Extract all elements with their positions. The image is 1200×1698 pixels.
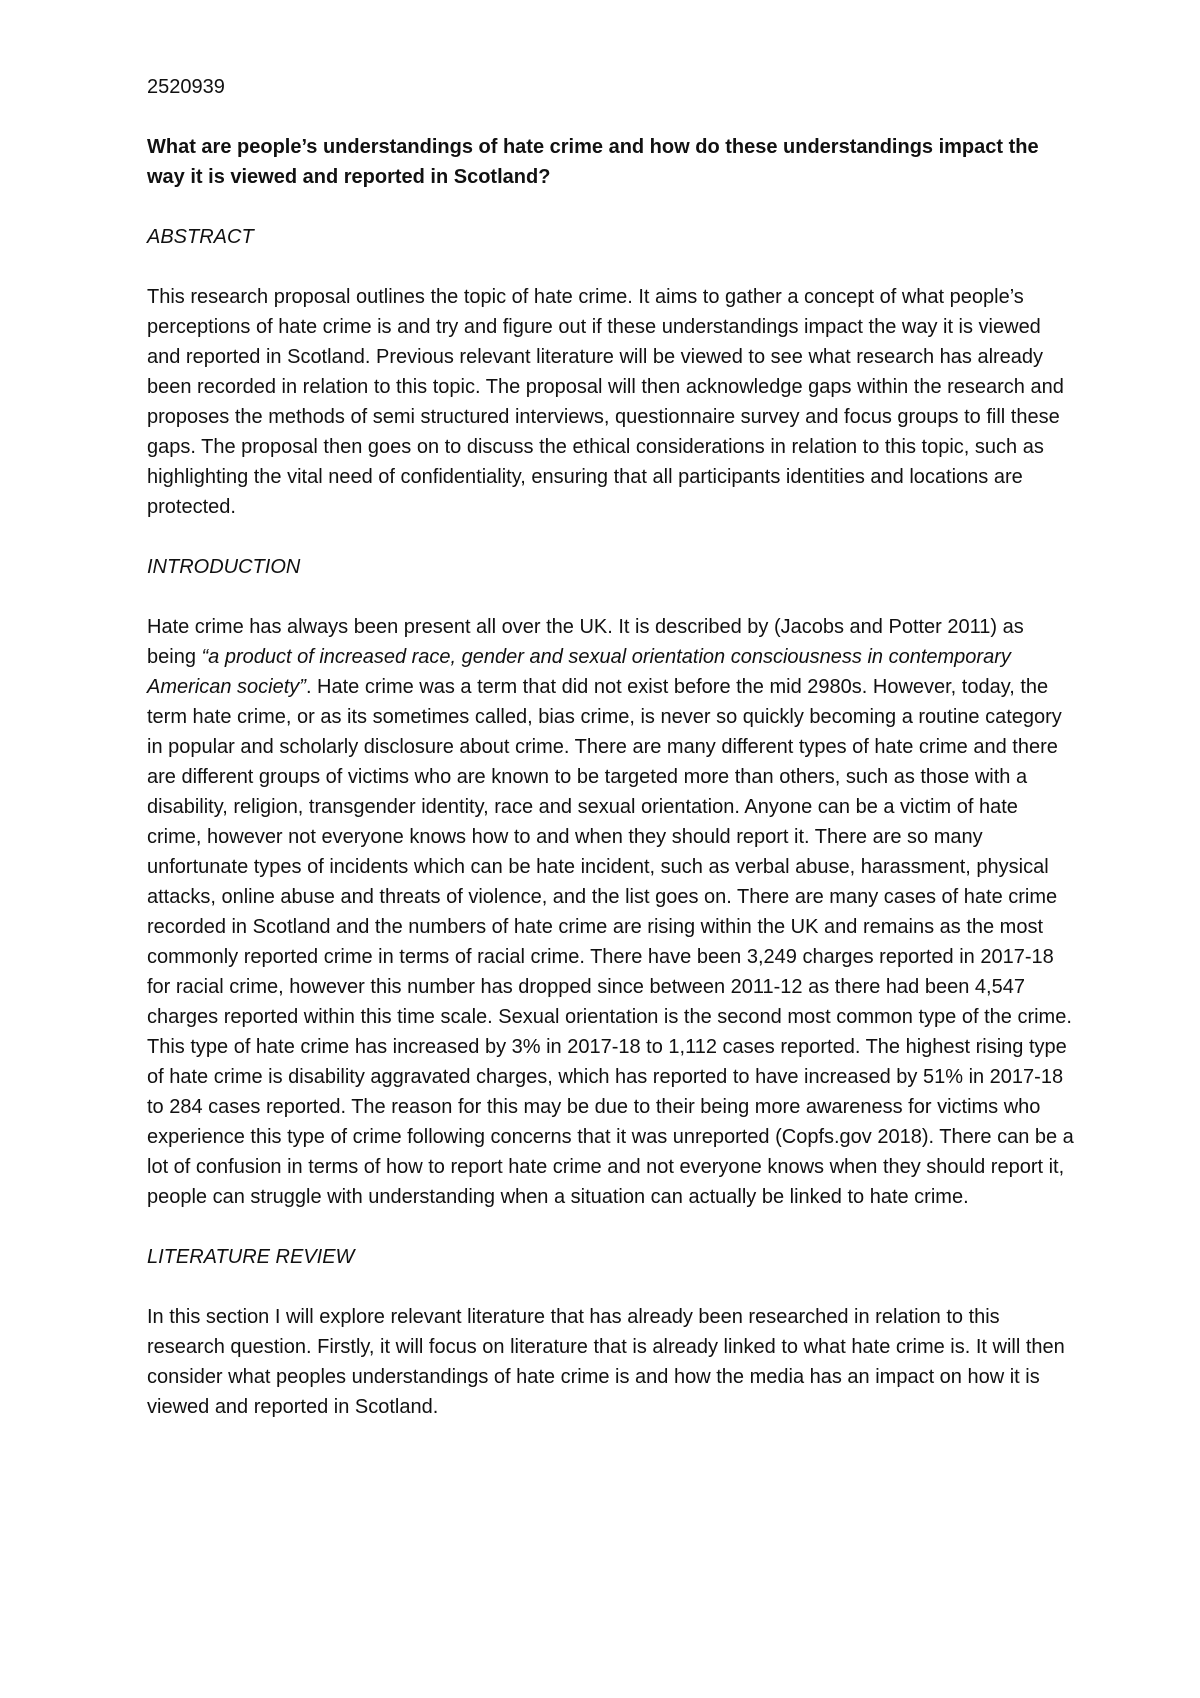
abstract-body: This research proposal outlines the topic of hate crime. It aims to gather a concept of what people’s perceptions of hate crime is and try and figure out if these understandings impact the way it is viewed and reported in Scotland. Previous relevant literature will be viewed to see what research has already been recorded in relation to this topic. The proposal will then acknowledge gaps within the research and proposes the methods of semi structured interviews, questionnaire survey and focus groups to fill these gaps. The proposal then goes on to discuss the ethical considerations in relation to this topic, such as highlighting the vital need of confidentiality, ensuring that all participants identities and locations are protected. bbox=[147, 286, 1064, 518]
literature-review-body: In this section I will explore relevant literature that has already been researched in relation to this research question. Firstly, it will focus on literature that is already linked to what hate crime is. It will then consider what peoples understandings of hate crime is and how the media has an impact on how it is viewed and reported in Scotland. bbox=[147, 1306, 1065, 1418]
student-id: 2520939 bbox=[147, 76, 225, 98]
introduction-text-post-quote: . Hate crime was a term that did not exist before the mid 2980s. However, today, the term hate crime, or as its sometimes called, bias crime, is never so quickly becoming a routine category in popular and scholarly disclosure about crime. There are many different types of hate crime and there are different groups of victims who are known to be targeted more than others, such as those with a disability, religion, transgender identity, race and sexual orientation. Anyone can be a victim of hate crime, however not everyone knows how to and when they should report it. There are so many unfortunate types of incidents which can be hate incident, such as verbal abuse, harassment, physical attacks, online abuse and threats of violence, and the list goes on. There are many cases of hate crime recorded in Scotland and the numbers of hate crime are rising within the UK and remains as the most commonly reported crime in terms of racial crime. There have been 3,249 charges reported in 2017-18 for racial crime, however this number has dropped since between 2011-12 as there had been 4,547 charges reported within this time scale. Sexual orientation is the second most common type of the crime. This type of hate crime has increased by 3% in 2017-18 to 1,112 cases reported. The highest rising type of hate crime is disability aggravated charges, which has reported to have increased by 51% in 2017-18 to 284 cases reported. The reason for this may be due to their being more awareness for victims who experience this type of crime following concerns that it was unreported (Copfs.gov 2018). There can be a lot of confusion in terms of how to report hate crime and not everyone knows when they should report it, people can struggle with understanding when a situation can actually be linked to hate crime. bbox=[147, 676, 1074, 1208]
introduction-heading: INTRODUCTION bbox=[147, 556, 301, 578]
literature-review-heading: LITERATURE REVIEW bbox=[147, 1246, 355, 1268]
introduction-body bbox=[147, 612, 1077, 1212]
introduction-text-pre-quote: Hate crime has always been present all over the UK. It is described by (Jacobs and Potter 2011) as being bbox=[147, 616, 1024, 668]
introduction-quote: “a product of increased race, gender and sexual orientation consciousness in contemporary American society” bbox=[147, 646, 1011, 698]
document-page bbox=[147, 72, 1077, 1452]
document-title: What are people’s understandings of hate crime and how do these understandings impact the way it is viewed and reported in Scotland? bbox=[147, 136, 1039, 188]
abstract-heading: ABSTRACT bbox=[147, 226, 254, 248]
